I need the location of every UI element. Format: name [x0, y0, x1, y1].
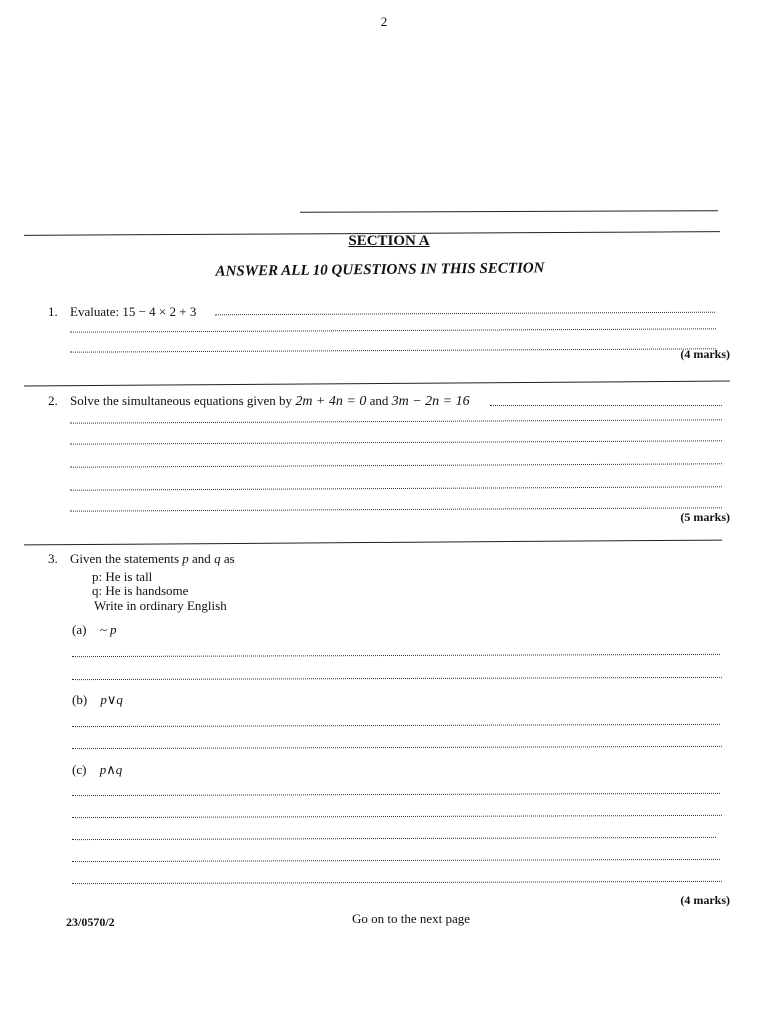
question-3-number: 3. — [48, 551, 58, 566]
answer-line — [490, 405, 722, 406]
part-b-label: (b) — [72, 692, 88, 707]
answer-line — [70, 328, 716, 332]
question-2-equation-2: 3m − 2n = 16 — [391, 394, 470, 409]
question-3 — [48, 551, 235, 567]
answer-line — [72, 837, 716, 840]
answer-line — [72, 677, 722, 680]
question-1 — [48, 304, 196, 320]
part-a-label: (a) — [72, 622, 87, 637]
question-3-q: q — [214, 551, 221, 566]
answer-line — [70, 463, 722, 467]
question-2-text: Solve the simultaneous equations given by — [70, 393, 293, 408]
question-2-equation-1: 2m + 4n = 0 — [295, 394, 367, 409]
paper-code: 23/0570/2 — [66, 915, 115, 929]
statement-q: q: He is handsome — [92, 583, 189, 598]
question-3-text: Given the statements — [70, 551, 180, 566]
question-3-and: and — [192, 551, 211, 566]
part-a-expression: ~ p — [99, 622, 117, 637]
answer-line — [72, 724, 720, 727]
question-3-as: as — [223, 551, 235, 566]
answer-line — [70, 419, 722, 423]
answer-line — [215, 312, 715, 316]
question-divider — [24, 540, 722, 546]
part-c-label: (c) — [72, 762, 87, 777]
question-1-text: Evaluate: 15 − 4 × 2 + 3 — [70, 304, 197, 319]
section-instruction: ANSWER ALL 10 QUESTIONS IN THIS SECTION — [215, 260, 545, 280]
part-a — [72, 622, 116, 638]
part-b — [72, 692, 123, 708]
question-2-and: and — [369, 393, 389, 408]
question-3-marks: (4 marks) — [680, 893, 730, 907]
question-2-marks: (5 marks) — [680, 510, 730, 524]
answer-line — [72, 815, 722, 818]
statement-p: p: He is tall — [92, 569, 153, 584]
question-1-number: 1. — [48, 304, 58, 319]
next-page-note: Go on to the next page — [352, 911, 471, 926]
answer-line — [70, 507, 722, 511]
question-1-marks: (4 marks) — [680, 347, 730, 361]
question-3-p: p — [182, 551, 189, 566]
question-divider — [24, 381, 730, 387]
question-3-instruction: Write in ordinary English — [94, 598, 227, 613]
answer-line — [72, 746, 722, 749]
answer-line — [70, 440, 722, 444]
answer-line — [72, 859, 720, 862]
question-2 — [48, 393, 470, 410]
section-title: SECTION A — [348, 233, 430, 249]
answer-line — [72, 654, 720, 657]
answer-line — [72, 881, 722, 884]
answer-line — [70, 348, 716, 352]
answer-line — [72, 793, 720, 796]
question-2-number: 2. — [48, 393, 58, 408]
part-c-expression: p∧q — [99, 762, 123, 777]
page-number: 2 — [380, 14, 388, 29]
section-top-rule-1 — [300, 210, 718, 212]
answer-line — [70, 486, 722, 490]
part-c — [72, 762, 122, 778]
part-b-expression: p∨q — [100, 692, 123, 707]
